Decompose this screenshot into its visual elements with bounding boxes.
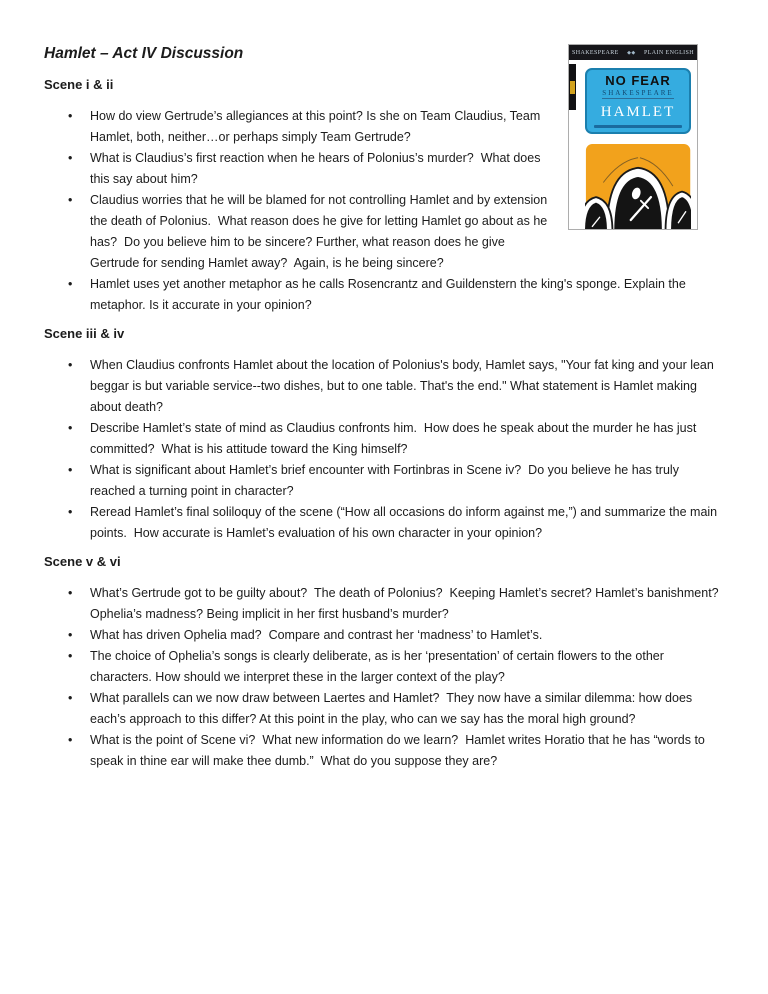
section-heading: Scene v & vi xyxy=(44,554,121,569)
bullet-item: • What has driven Ophelia mad? Compare and contrast her ‘madness’ to Hamlet’s. xyxy=(90,625,724,646)
series-name-line2: SHAKESPEARE xyxy=(602,89,674,97)
bullet-item: • What is the point of Scene vi? What new information do we learn? Hamlet writes Horatio that he has “words to speak in thine ear will make thee dumb.” What do you suppose they are? xyxy=(90,730,724,772)
banner-right-text: PLAIN ENGLISH xyxy=(643,49,694,56)
bullet-list xyxy=(44,106,724,316)
bullet-item: • How do view Gertrude’s allegiances at this point? Is she on Team Claudius, Team Hamlet, both, neither…or perhaps simply Team Gertrude? xyxy=(90,106,724,148)
bullet-item: • What’s Gertrude got to be guilty about? The death of Polonius? Keeping Hamlet’s secret? Hamlet’s banishment? Ophelia’s madness? Being implicit in her first husband’s murder? xyxy=(90,583,724,625)
bullet-item: • The choice of Ophelia’s songs is clearly deliberate, as is her ‘presentation’ of certain flowers to the other characters. How should we interpret these in the larger context of the play? xyxy=(90,646,724,688)
book-title: HAMLET xyxy=(600,104,676,120)
bullet-item: • Describe Hamlet’s state of mind as Claudius confronts him. How does he speak about the murder he has just committed? What is his attitude toward the King himself? xyxy=(90,418,724,460)
series-name-line1: NO FEAR xyxy=(605,73,671,88)
diamond-ornament-icon: ◆◆ xyxy=(627,50,636,56)
bullet-item: • What is significant about Hamlet’s brief encounter with Fortinbras in Scene iv? Do you believe he has truly reached a turning point in character? xyxy=(90,460,724,502)
bullet-item: • Claudius worries that he will be blamed for not controlling Hamlet and by extension the death of Polonius. What reason does he give for letting Hamlet go about as he has? Do you believe him to be sincere? Further, what reason does he give Gertrude for sending Hamlet away? Again, is he being sincere? xyxy=(90,190,724,274)
banner-left-text: SHAKESPEARE xyxy=(572,49,619,56)
bullet-list xyxy=(44,355,724,544)
page-title: Hamlet – Act IV Discussion xyxy=(44,45,244,62)
book-banner xyxy=(569,45,697,60)
bullet-item: • Reread Hamlet’s final soliloquy of the scene (“How all occasions do inform against me,”) and summarize the main points. How accurate is Hamlet’s evaluation of his own character in your opinion? xyxy=(90,502,724,544)
section-heading: Scene i & ii xyxy=(44,77,114,92)
bullet-item: • What parallels can we now draw between Laertes and Hamlet? They now have a similar dilemma: how does each’s approach to this differ? At this point in the play, who can we say has the moral high ground? xyxy=(90,688,724,730)
bullet-item: • Hamlet uses yet another metaphor as he calls Rosencrantz and Guildenstern the king's sponge. Explain the metaphor. Is it accurate in your opinion? xyxy=(90,274,724,316)
bullet-item: • When Claudius confronts Hamlet about the location of Polonius's body, Hamlet says, "Your fat king and your lean beggar is but variable service--two dishes, but to one table. That's the end." What statement is Hamlet making about death? xyxy=(90,355,724,418)
bullet-item: • What is Claudius’s first reaction when he hears of Polonius’s murder? What does this say about him? xyxy=(90,148,724,190)
section-heading: Scene iii & iv xyxy=(44,326,125,341)
bullet-list xyxy=(44,583,724,772)
book-spine-label xyxy=(569,64,576,110)
